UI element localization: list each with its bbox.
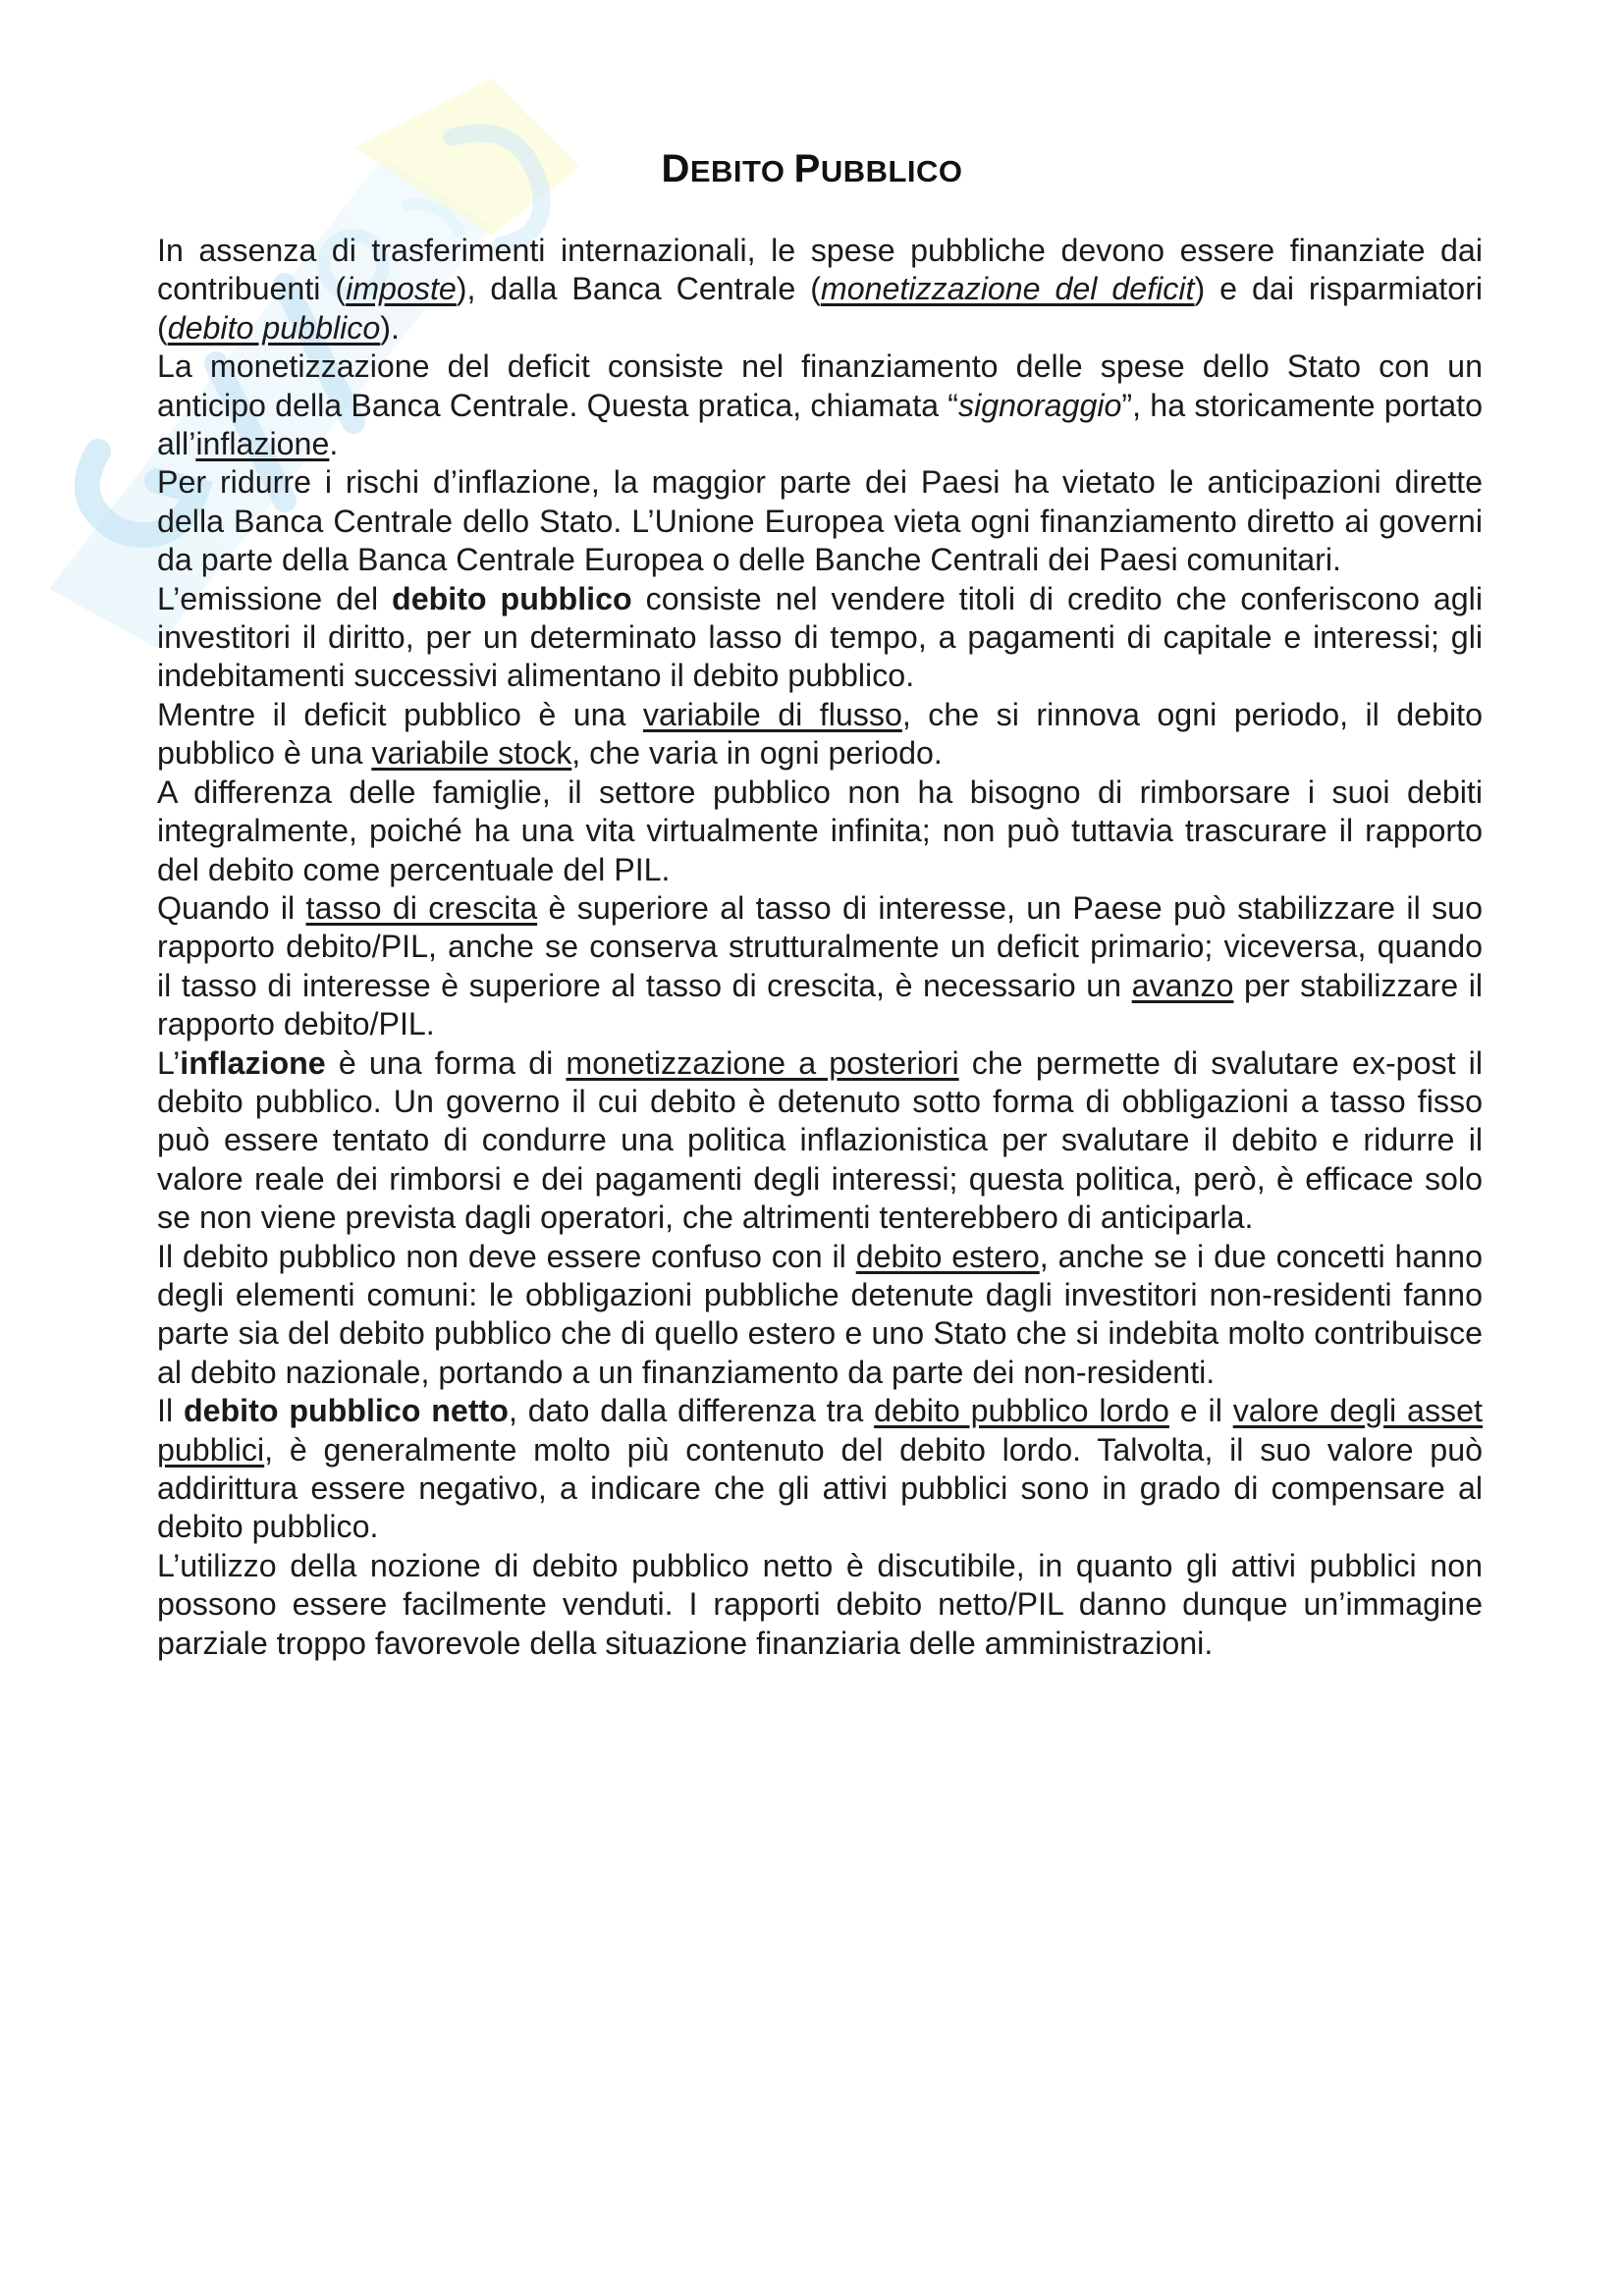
document-body [157, 232, 1483, 1663]
text-run: Quando il [157, 889, 306, 926]
text-run: Mentre il deficit pubblico è una [157, 696, 643, 732]
bold-term: debito pubblico [392, 580, 632, 616]
text-run: consiste nel vendere titoli di credito che conferiscono agli investitori il diritto, per un determinato lasso di tempo, a pagamenti di capitale e interessi; gli indebitamenti successivi alimentano il debito pubblico. [157, 580, 1483, 694]
text-run: è una forma di [325, 1044, 567, 1081]
title-part: P [793, 147, 821, 190]
paragraph [157, 463, 1483, 579]
paragraph [157, 1547, 1483, 1663]
text-run: L’ [157, 1044, 181, 1081]
underlined-term: tasso di crescita [305, 889, 538, 926]
text-run: Il debito pubblico non deve essere confuso con il [157, 1238, 856, 1274]
text-run: L’utilizzo della nozione di debito pubblico netto è discutibile, in quanto gli attivi pubblici non possono essere facilmente venduti. I rapporti debito netto/PIL danno dunque un’immagine parziale troppo favorevole della situazione finanziaria delle amministrazioni. [157, 1547, 1483, 1661]
title-part: UBBLICO [820, 154, 963, 188]
underlined-term: monetizzazione a posteriori [566, 1044, 959, 1081]
underlined-term: debito estero [855, 1238, 1040, 1274]
text-run: , è generalmente molto più contenuto del debito lordo. Talvolta, il suo valore può addirittura essere negativo, a indicare che gli attivi pubblici sono in grado di compensare al debito pubblico. [157, 1431, 1483, 1545]
text-run: ). [380, 309, 400, 346]
paragraph [157, 774, 1483, 889]
paragraph [157, 232, 1483, 347]
text-run: e il [1168, 1393, 1233, 1429]
text-run: , anche se i due concetti hanno degli elementi comuni: le obbligazioni pubbliche detenute dagli investitori non-residenti fanno parte sia del debito pubblico che di quello estero e uno Stato che si indebita molto contribuisce al debito nazionale, portando a un finanziamento da parte dei non-residenti. [157, 1238, 1483, 1390]
underlined-term: inflazione [195, 426, 330, 462]
underlined-term: monetizzazione del deficit [820, 271, 1195, 307]
text-run: L’emissione del [157, 580, 393, 616]
italic-term: signoraggio [957, 387, 1122, 423]
text-run: è superiore al tasso di interesse, un Paese può stabilizzare il suo rapporto debito/PIL, anche se conserva strutturalmente un deficit primario; viceversa, quando il tasso di interesse è superiore al tasso di crescita, è necessario un [157, 889, 1483, 1003]
text-run: che permette di svalutare ex-post il debito pubblico. Un governo il cui debito è detenuto sotto forma di obbligazioni a tasso fisso può essere tentato di condurre una politica inflazionistica per svalutare il debito e ridurre il valore reale dei rimborsi e dei pagamenti degli interessi; questa politica, però, è efficace solo se non viene prevista dagli operatori, che altrimenti tenterebbero di anticiparla. [157, 1044, 1483, 1236]
text-run: , che varia in ogni periodo. [571, 735, 943, 772]
page-title [0, 147, 1624, 191]
text-run: per stabilizzare il rapporto debito/PIL. [157, 967, 1483, 1042]
text-run: ), dalla Banca Centrale ( [456, 271, 821, 307]
bold-term: inflazione [180, 1044, 326, 1081]
underlined-term: debito pubblico lordo [874, 1393, 1169, 1429]
text-run: A differenza delle famiglie, il settore pubblico non ha bisogno di rimborsare i suoi debiti integralmente, poiché ha una vita virtualmente infinita; non può tuttavia trascurare il rapporto del debito come percentuale del PIL. [157, 774, 1483, 887]
bold-term: debito pubblico netto [183, 1393, 509, 1429]
underlined-term: valore degli asset pubblici [157, 1393, 1483, 1468]
paragraph [157, 889, 1483, 1044]
underlined-term: variabile stock [371, 735, 572, 772]
paragraph [157, 580, 1483, 696]
underlined-term: avanzo [1131, 967, 1234, 1003]
paragraph [157, 1044, 1483, 1238]
underlined-term: debito pubblico [167, 309, 381, 346]
title-part: EBITO [689, 154, 794, 188]
text-run: La monetizzazione del deficit consiste nel finanziamento delle spese dello Stato con un anticipo della Banca Centrale. Questa pratica, chiamata “ [157, 348, 1483, 423]
text-run: Il [157, 1393, 184, 1429]
title-part: D [661, 147, 690, 190]
text-run: ) e dai risparmiatori ( [157, 271, 1483, 346]
text-run: Per ridurre i rischi d’inflazione, la maggior parte dei Paesi ha vietato le anticipazioni dirette della Banca Centrale dello Stato. L’Unione Europea vieta ogni finanziamento diretto ai governi da parte della Banca Centrale Europea o delle Banche Centrali dei Paesi comunitari. [157, 464, 1483, 578]
text-run: , che si rinnova ogni periodo, il debito pubblico è una [157, 696, 1483, 772]
text-run: ”, ha storicamente portato all’ [157, 387, 1483, 462]
text-run: . [329, 426, 339, 462]
paragraph [157, 1238, 1483, 1393]
text-run: In assenza di trasferimenti internazionali, le spese pubbliche devono essere finanziate dai contribuenti ( [157, 233, 1483, 307]
paragraph [157, 1392, 1483, 1547]
underlined-term: imposte [346, 271, 457, 307]
paragraph [157, 347, 1483, 463]
text-run: , dato dalla differenza tra [508, 1393, 875, 1429]
paragraph [157, 696, 1483, 774]
underlined-term: variabile di flusso [642, 696, 902, 732]
